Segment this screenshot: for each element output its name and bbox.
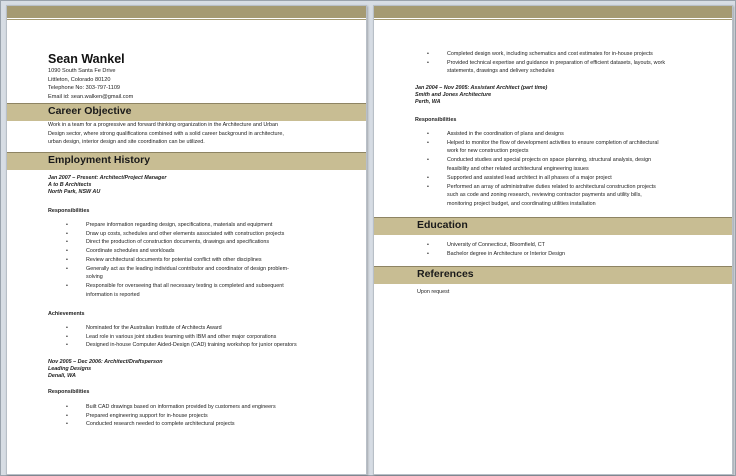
continuation-line: such as code and zoning research, reviewing contractor payments and utility bills,	[447, 192, 642, 198]
responsibilities-list-cont	[427, 156, 723, 165]
job-header	[48, 359, 163, 381]
responsibilities-list	[427, 130, 723, 147]
section-title: References	[417, 268, 474, 280]
job-dates: Jan 2004 – Nov 2005: Assistant Architect (part time)	[415, 85, 548, 91]
job-company: A to B Architects	[48, 182, 92, 189]
list-item: • Helped to monitor the flow of development activities to ensure completion of architectural	[427, 139, 723, 148]
list-item-continuation	[447, 191, 642, 208]
career-objective-text	[48, 121, 358, 147]
list-item-continuation: information is reported	[86, 292, 140, 298]
header-rule	[7, 19, 366, 20]
list-item: • Coordinate schedules and workloads	[66, 247, 356, 256]
list-item: • Supported and assisted lead architect in all phases of a major project	[427, 174, 723, 183]
education-list	[427, 241, 723, 258]
contact-phone: Telephone No: 303-797-1109	[48, 85, 121, 92]
job-dates: Nov 2005 – Dec 2006: Architect/Draftsperson	[48, 359, 163, 365]
resume-page-2	[373, 5, 733, 475]
list-item: • Completed design work, including schematics and cost estimates for in-house projects	[427, 50, 723, 59]
responsibilities-list	[66, 221, 356, 273]
list-item: • Conducted research needed to complete architectural projects	[66, 420, 356, 429]
list-item: • Prepared engineering support for in-house projects	[66, 412, 356, 421]
references-text: Upon request	[417, 289, 450, 295]
header-bar	[374, 6, 732, 18]
job-header	[48, 175, 166, 197]
list-item: • University of Connecticut, Bloomfield, CT	[427, 241, 723, 250]
list-item: • Designed in-house Computer Aided-Design (CAD) training workshop for junior operators	[66, 341, 356, 350]
list-item: • Provided technical expertise and guidance in preparation of efficient datasets, layouts, work	[427, 59, 723, 68]
responsibilities-list-cont	[427, 50, 723, 67]
contact-street: 1090 South Santa Fe Drive	[48, 68, 116, 74]
objective-line: Work in a team for a progressive and forward thinking organization in the Architecture and Urban	[48, 122, 279, 128]
job-location: Denali, WA	[48, 373, 76, 380]
list-item: • Assisted in the coordination of plans and designs	[427, 130, 723, 139]
references-heading	[374, 266, 732, 284]
job-company: Leading Designs	[48, 366, 92, 373]
contact-block	[48, 67, 133, 101]
header-rule	[374, 19, 732, 20]
employment-history-heading	[7, 152, 366, 170]
list-item: • Review architectural documents for potential conflict with other disciplines	[66, 256, 356, 265]
list-item-continuation: feasibility and other related architectural engineering issues	[447, 166, 589, 172]
career-objective-heading	[7, 103, 366, 121]
responsibilities-label: Responsibilities	[48, 208, 90, 214]
resume-page-1	[6, 5, 367, 475]
list-item: • Built CAD drawings based on information provided by customers and engineers	[66, 403, 356, 412]
list-item: • Lead role in various joint studies teaming with IBM and other major corporations	[66, 333, 356, 342]
contact-city: Littleton, Colorado 80120	[48, 76, 111, 83]
job-dates: Jan 2007 – Present: Architect/Project Manager	[48, 175, 167, 181]
section-title: Career Objective	[48, 105, 132, 117]
objective-line: Design sector, where strong qualifications combined with a solid career background in architecture,	[48, 130, 284, 137]
list-item: • Responsible for overseeing that all necessary testing is completed and subsequent	[66, 282, 356, 291]
responsibilities-label: Responsibilities	[415, 117, 457, 123]
responsibilities-list-cont	[427, 174, 723, 191]
contact-email: Email id: sean.walken@gmail.com	[48, 93, 134, 100]
section-title: Employment History	[48, 154, 151, 166]
job-header	[415, 85, 547, 107]
list-item: • Nominated for the Australian Institute of Architects Award	[66, 324, 356, 333]
list-item: • Draw up costs, schedules and other elements associated with construction projects	[66, 230, 356, 239]
list-item-continuation: statements, drawings and delivery schedules	[447, 68, 555, 74]
header-bar	[7, 6, 366, 18]
job-location: Perth, WA	[415, 99, 441, 106]
job-location: North Park, NSW AU	[48, 189, 101, 196]
list-item: • Bachelor degree in Architecture or Interior Design	[427, 250, 723, 259]
section-title: Education	[417, 219, 468, 231]
list-item: • Prepare information regarding design, specifications, materials and equipment	[66, 221, 356, 230]
candidate-name: Sean Wankel	[48, 52, 125, 66]
continuation-line: monitoring project budget, and coordinating utilities installation	[447, 200, 596, 207]
list-item: • Direct the production of construction documents, drawings and specifications	[66, 238, 356, 247]
responsibilities-list	[66, 403, 356, 429]
achievements-list	[66, 324, 356, 350]
education-heading	[374, 217, 732, 235]
achievements-label: Achievements	[48, 311, 85, 317]
list-item-continuation: solving	[86, 274, 103, 280]
job-company: Smith and Jones Architecture	[415, 92, 492, 99]
list-item: • Generally act as the leading individual contributor and coordinator of design problem-	[66, 265, 356, 274]
list-item: • Performed an array of administrative duties related to architectural construction projects	[427, 183, 723, 192]
list-item: • Conducted studies and special projects on space planning, structural analysis, design	[427, 156, 723, 165]
responsibilities-label: Responsibilities	[48, 389, 90, 395]
responsibilities-list-cont	[66, 282, 356, 291]
objective-line: urban design, interior design and site coordination can be utilized.	[48, 139, 205, 145]
list-item-continuation: work for new construction projects	[447, 148, 529, 154]
